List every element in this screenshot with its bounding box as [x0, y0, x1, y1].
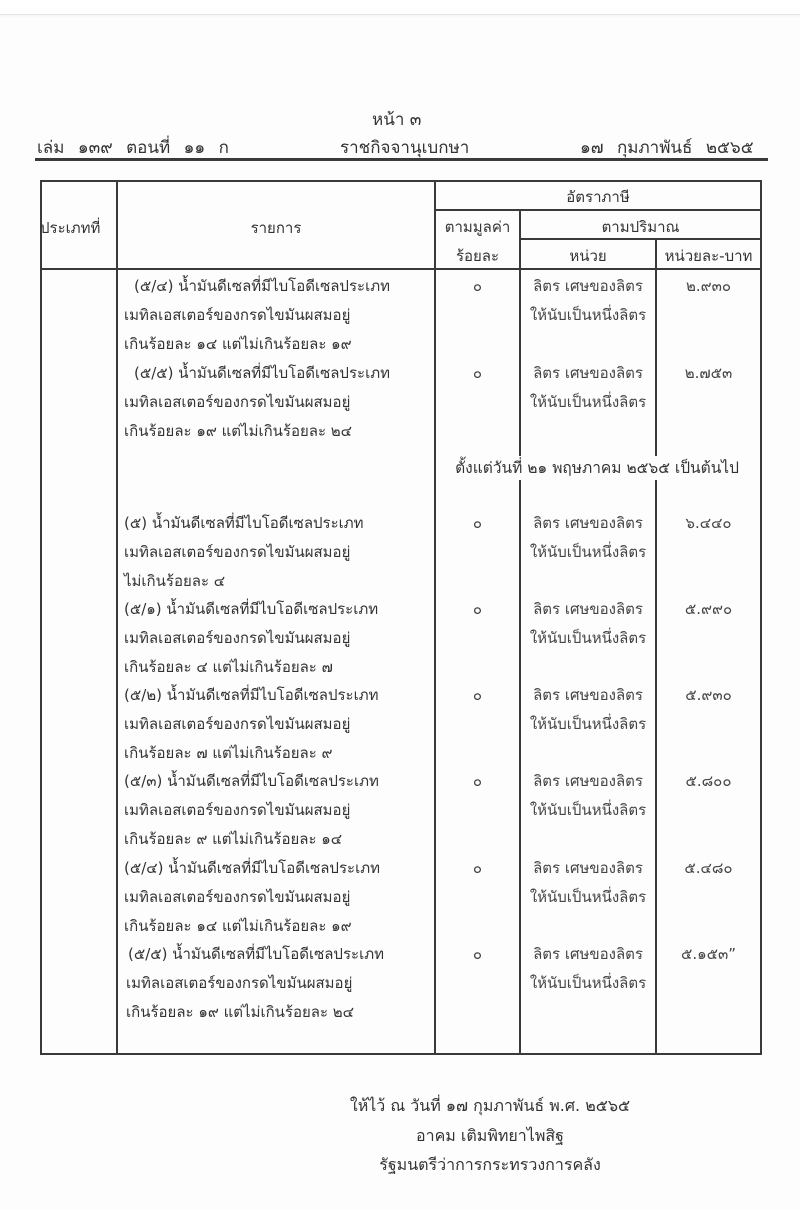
- unit-text: ลิตร เศษของลิตร: [533, 686, 643, 704]
- rate-baht: ๒.๗๕๓: [684, 364, 733, 382]
- unit-text: ลิตร เศษของลิตร: [533, 945, 643, 963]
- item-line: (๕) น้ำมันดีเซลที่มีไบโอดีเซลประเภท: [124, 514, 364, 532]
- unit-text: ลิตร เศษของลิตร: [533, 600, 643, 618]
- item-line: เมทิลเอสเตอร์ของกรดไขมันผสมอยู่: [124, 393, 351, 411]
- unit-text: ให้นับเป็นหนึ่งลิตร: [529, 801, 647, 819]
- item-line: เกินร้อยละ ๙ แต่ไม่เกินร้อยละ ๑๔: [124, 830, 343, 848]
- rate-baht: ๕.๙๙๐: [684, 600, 733, 618]
- issue-date: ๑๗ กุมภาพันธ์ ๒๕๖๕: [580, 138, 754, 158]
- header-by-value: ตามมูลค่า: [444, 218, 511, 236]
- unit-text: ลิตร เศษของลิตร: [533, 772, 643, 790]
- header-by-quantity: ตามปริมาณ: [601, 218, 680, 236]
- item-line: (๕/๕) น้ำมันดีเซลที่มีไบโอดีเซลประเภท: [134, 364, 390, 382]
- rate-baht: ๒.๙๓๐: [685, 277, 732, 295]
- header-item: รายการ: [250, 219, 302, 237]
- unit-text: ลิตร เศษของลิตร: [533, 364, 643, 382]
- value-pct: ๐: [472, 600, 483, 618]
- signatory-position: รัฐมนตรีว่าการกระทรวงการคลัง: [379, 1155, 601, 1174]
- item-line: (๕/๒) น้ำมันดีเซลที่มีไบโอดีเซลประเภท: [124, 686, 379, 704]
- header-type-no: ประเภทที่: [40, 219, 101, 237]
- item-line: (๕/๕) น้ำมันดีเซลที่มีไบโอดีเซลประเภท: [128, 945, 384, 963]
- header-unit: หน่วย: [569, 247, 607, 265]
- item-line: (๕/๔) น้ำมันดีเซลที่มีไบโอดีเซลประเภท: [134, 277, 390, 295]
- item-line: เมทิลเอสเตอร์ของกรดไขมันผสมอยู่: [124, 888, 351, 906]
- unit-text: ให้นับเป็นหนึ่งลิตร: [529, 543, 647, 561]
- table-border-bottom: [40, 1053, 762, 1055]
- unit-text: ให้นับเป็นหนึ่งลิตร: [529, 974, 647, 992]
- item-line: เกินร้อยละ ๗ แต่ไม่เกินร้อยละ ๙: [124, 744, 333, 762]
- gazette-title: ราชกิจจานุเบกษา: [340, 138, 470, 158]
- item-line: เมทิลเอสเตอร์ของกรดไขมันผสมอยู่: [126, 974, 353, 992]
- item-line: เมทิลเอสเตอร์ของกรดไขมันผสมอยู่: [124, 629, 351, 647]
- rate-baht: ๕.๔๘๐: [684, 859, 733, 877]
- item-line: เมทิลเอสเตอร์ของกรดไขมันผสมอยู่: [124, 801, 351, 819]
- header-divider-tax-rate: [435, 209, 762, 211]
- unit-text: ให้นับเป็นหนึ่งลิตร: [529, 629, 647, 647]
- header-per-unit-baht: หน่วยละ-บาท: [664, 247, 753, 265]
- value-pct: ๐: [472, 514, 483, 532]
- rate-baht: ๕.๑๕๓”: [680, 945, 737, 963]
- item-line: เกินร้อยละ ๑๙ แต่ไม่เกินร้อยละ ๒๔: [126, 1003, 355, 1021]
- signature-date: ให้ไว้ ณ วันที่ ๑๗ กุมภาพันธ์ พ.ศ. ๒๕๖๕: [349, 1096, 631, 1115]
- header-tax-rate: อัตราภาษี: [566, 188, 630, 206]
- item-line: เกินร้อยละ ๑๔ แต่ไม่เกินร้อยละ ๑๙: [124, 335, 352, 353]
- item-line: เมทิลเอสเตอร์ของกรดไขมันผสมอยู่: [124, 306, 351, 324]
- table-border-left: [40, 180, 42, 1055]
- value-pct: ๐: [472, 364, 483, 382]
- value-pct: ๐: [472, 772, 483, 790]
- item-line: เกินร้อยละ ๑๔ แต่ไม่เกินร้อยละ ๑๙: [124, 917, 352, 935]
- item-line: เมทิลเอสเตอร์ของกรดไขมันผสมอยู่: [124, 543, 351, 561]
- value-pct: ๐: [472, 277, 483, 295]
- effective-date-note: ตั้งแต่วันที่ ๒๑ พฤษภาคม ๒๕๖๕ เป็นต้นไป: [440, 456, 754, 480]
- item-line: (๕/๔) น้ำมันดีเซลที่มีไบโอดีเซลประเภท: [124, 859, 380, 877]
- unit-text: ลิตร เศษของลิตร: [533, 514, 643, 532]
- unit-text: ให้นับเป็นหนึ่งลิตร: [529, 715, 647, 733]
- item-line: เมทิลเอสเตอร์ของกรดไขมันผสมอยู่: [124, 715, 351, 733]
- unit-text: ลิตร เศษของลิตร: [533, 859, 643, 877]
- item-line: ไม่เกินร้อยละ ๔: [124, 572, 226, 590]
- header-rule: [35, 158, 768, 161]
- unit-text: ให้นับเป็นหนึ่งลิตร: [529, 393, 647, 411]
- volume-issue: เล่ม ๑๓๙ ตอนที่ ๑๑ ก: [37, 138, 229, 158]
- table-border-top: [40, 180, 762, 182]
- page-number: หน้า ๓: [372, 110, 422, 130]
- item-line: (๕/๑) น้ำมันดีเซลที่มีไบโอดีเซลประเภท: [124, 600, 379, 618]
- item-line: (๕/๓) น้ำมันดีเซลที่มีไบโอดีเซลประเภท: [124, 772, 379, 790]
- rate-baht: ๕.๙๓๐: [685, 686, 732, 704]
- rate-baht: ๖.๔๔๐: [685, 514, 732, 532]
- signatory-name: อาคม เติมพิทยาไพสิฐ: [416, 1126, 564, 1145]
- table-border-right: [760, 180, 762, 1055]
- value-pct: ๐: [472, 945, 483, 963]
- item-line: เกินร้อยละ ๑๙ แต่ไม่เกินร้อยละ ๒๔: [124, 422, 353, 440]
- header-bottom: [40, 268, 762, 270]
- value-pct: ๐: [472, 686, 483, 704]
- value-pct: ๐: [472, 859, 483, 877]
- unit-text: ลิตร เศษของลิตร: [533, 277, 643, 295]
- column-divider-item: [116, 180, 118, 1055]
- unit-text: ให้นับเป็นหนึ่งลิตร: [529, 306, 647, 324]
- item-line: เกินร้อยละ ๔ แต่ไม่เกินร้อยละ ๗: [124, 658, 333, 676]
- unit-text: ให้นับเป็นหนึ่งลิตร: [529, 888, 647, 906]
- viewer-top-bar: [0, 0, 800, 15]
- header-by-value-pct: ร้อยละ: [455, 247, 500, 265]
- rate-baht: ๕.๘๐๐: [685, 772, 732, 790]
